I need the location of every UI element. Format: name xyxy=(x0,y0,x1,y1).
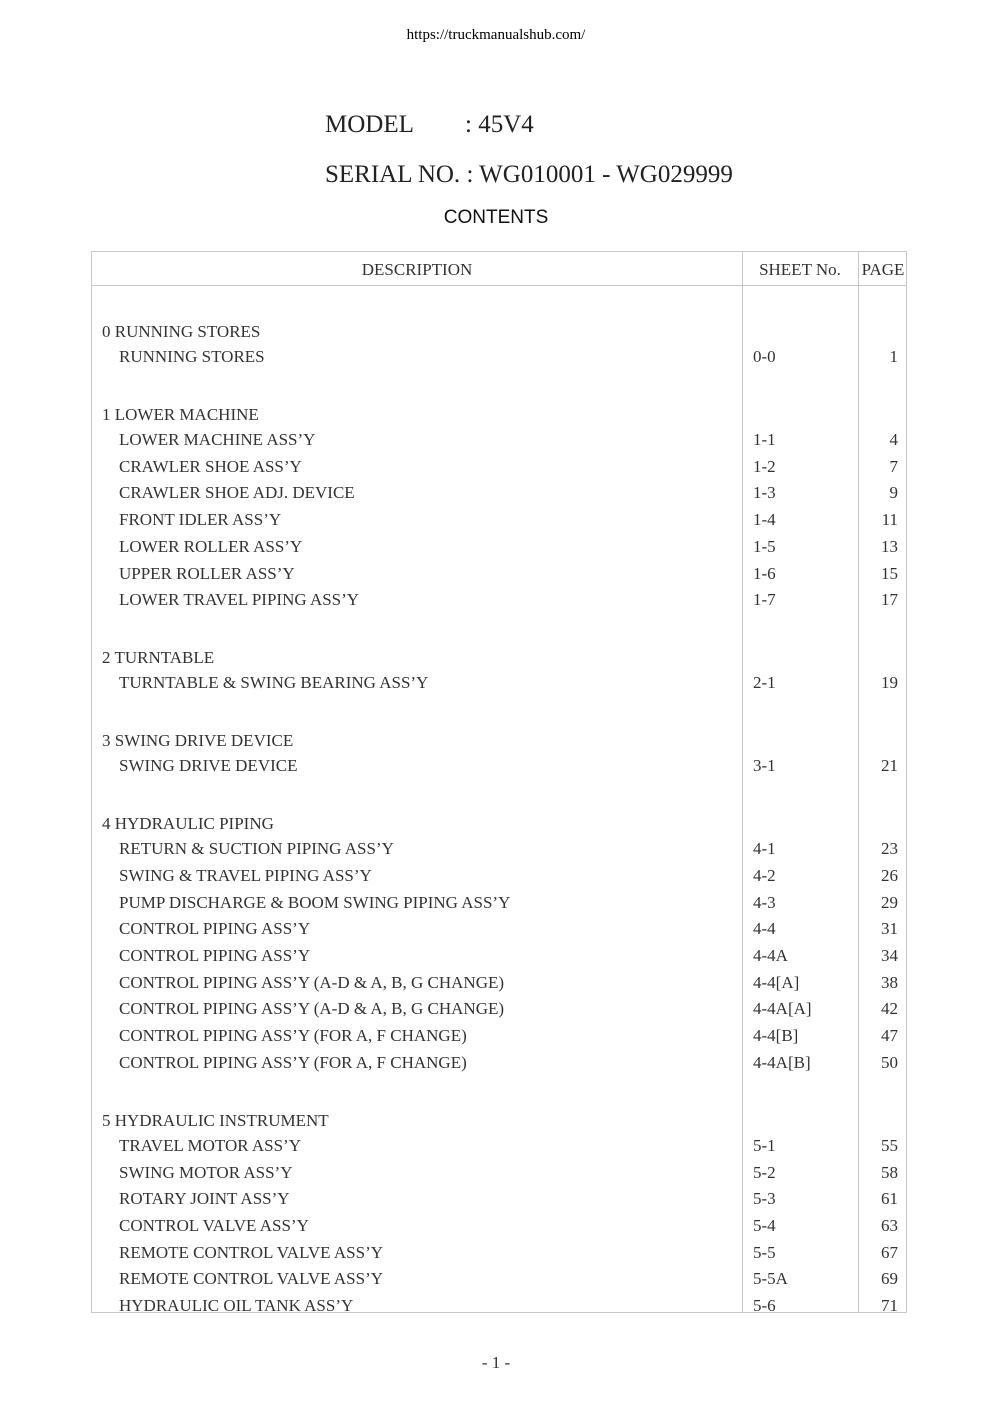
page-number-cell: 13 xyxy=(881,536,898,556)
section-heading-row xyxy=(92,728,908,754)
item-description: CONTROL VALVE ASS’Y xyxy=(119,1215,309,1235)
model-value: : 45V4 xyxy=(465,111,534,138)
sheet-number: 1-3 xyxy=(753,483,776,503)
sheet-number: 5-2 xyxy=(753,1162,776,1182)
section-title: 0 RUNNING STORES xyxy=(102,322,261,341)
page-number-cell: 69 xyxy=(881,1269,898,1289)
contents-table xyxy=(91,251,907,1313)
table-row xyxy=(92,561,908,587)
source-url: https://truckmanualshub.com/ xyxy=(406,27,586,43)
section-heading-row xyxy=(92,811,908,837)
item-description: PUMP DISCHARGE & BOOM SWING PIPING ASS’Y xyxy=(119,892,511,912)
page-number: - 1 - xyxy=(481,1353,511,1372)
model-line xyxy=(300,74,733,138)
sheet-number: 4-4A[A] xyxy=(753,999,812,1019)
page-number-cell: 50 xyxy=(881,1052,898,1072)
item-description: SWING DRIVE DEVICE xyxy=(119,756,298,776)
sheet-number: 5-5A xyxy=(753,1269,788,1289)
page-number-cell: 38 xyxy=(881,972,898,992)
table-row xyxy=(92,1266,908,1292)
table-row xyxy=(92,1213,908,1239)
page-number-cell: 63 xyxy=(881,1215,898,1235)
sheet-number: 4-4 xyxy=(753,919,776,939)
sheet-number: 1-6 xyxy=(753,563,776,583)
table-row xyxy=(92,1160,908,1186)
sheet-number: 4-4[A] xyxy=(753,972,800,992)
item-description: FRONT IDLER ASS’Y xyxy=(119,510,282,530)
section-heading-row xyxy=(92,319,908,345)
section-heading-row xyxy=(92,402,908,428)
page-number-cell: 7 xyxy=(889,456,898,476)
sheet-number: 5-5 xyxy=(753,1242,776,1262)
table-row xyxy=(92,344,908,370)
table-row xyxy=(92,534,908,560)
page-number-cell: 34 xyxy=(881,946,898,965)
item-description: HYDRAULIC OIL TANK ASS’Y xyxy=(119,1296,354,1315)
table-row xyxy=(92,1133,908,1159)
item-description: LOWER TRAVEL PIPING ASS’Y xyxy=(119,590,360,610)
item-description: TURNTABLE & SWING BEARING ASS’Y xyxy=(119,673,429,693)
sheet-number: 4-2 xyxy=(753,865,776,885)
sheet-number: 5-1 xyxy=(753,1135,776,1155)
section-heading-row xyxy=(92,645,908,671)
column-header-page: PAGE xyxy=(861,260,905,279)
item-description: TRAVEL MOTOR ASS’Y xyxy=(119,1135,301,1155)
page-number-cell: 17 xyxy=(881,590,898,610)
page-number-cell: 1 xyxy=(889,347,898,366)
page-number-cell: 61 xyxy=(881,1189,898,1209)
item-description: CRAWLER SHOE ASS’Y xyxy=(119,456,302,476)
item-description: SWING & TRAVEL PIPING ASS’Y xyxy=(119,865,372,885)
page-number-cell: 55 xyxy=(881,1135,898,1155)
model-block xyxy=(300,74,733,188)
table-row xyxy=(92,427,908,453)
table-row xyxy=(92,916,908,942)
table-row xyxy=(92,943,908,969)
section-title: 5 HYDRAULIC INSTRUMENT xyxy=(102,1110,329,1130)
sheet-number: 4-3 xyxy=(753,892,776,912)
item-description: REMOTE CONTROL VALVE ASS’Y xyxy=(119,1269,384,1289)
table-row xyxy=(92,753,908,779)
sheet-number: 4-4A[B] xyxy=(753,1052,811,1072)
sheet-number: 1-5 xyxy=(753,536,776,556)
section-title: 1 LOWER MACHINE xyxy=(102,405,259,424)
page-number-cell: 58 xyxy=(881,1162,898,1182)
table-row xyxy=(92,1186,908,1212)
sheet-number: 5-4 xyxy=(753,1215,776,1235)
serial-label: SERIAL NO. xyxy=(325,161,461,188)
table-row xyxy=(92,836,908,862)
item-description: ROTARY JOINT ASS’Y xyxy=(119,1189,290,1209)
section-title: 2 TURNTABLE xyxy=(102,648,215,668)
sheet-number: 4-4A xyxy=(753,946,788,965)
item-description: RETURN & SUCTION PIPING ASS’Y xyxy=(119,839,394,859)
page-number-cell: 29 xyxy=(881,892,898,912)
table-row xyxy=(92,670,908,696)
page-number-cell: 47 xyxy=(881,1026,898,1046)
sheet-number: 1-7 xyxy=(753,590,776,610)
page-number-cell: 26 xyxy=(881,865,898,885)
item-description: RUNNING STORES xyxy=(119,347,265,366)
item-description: SWING MOTOR ASS’Y xyxy=(119,1162,293,1182)
table-body xyxy=(92,252,908,1315)
sheet-number: 1-4 xyxy=(753,510,776,530)
item-description: LOWER ROLLER ASS’Y xyxy=(119,536,303,556)
page-number-cell: 42 xyxy=(881,999,898,1019)
page-number-cell: 23 xyxy=(881,839,898,859)
page-number-cell: 19 xyxy=(881,673,898,693)
page-number-cell: 4 xyxy=(889,430,898,449)
section-title: 4 HYDRAULIC PIPING xyxy=(102,814,274,834)
sheet-number: 5-3 xyxy=(753,1189,776,1209)
table-row xyxy=(92,1050,908,1076)
column-header-description: DESCRIPTION xyxy=(361,260,473,279)
sheet-number: 4-1 xyxy=(753,839,776,859)
page-number-cell: 21 xyxy=(881,756,898,776)
section-title: 3 SWING DRIVE DEVICE xyxy=(102,731,294,751)
item-description: CONTROL PIPING ASS’Y (A-D & A, B, G CHANGE) xyxy=(119,999,505,1019)
sheet-number: 3-1 xyxy=(753,756,776,776)
table-row xyxy=(92,1023,908,1049)
serial-value: : WG010001 - WG029999 xyxy=(466,161,733,188)
table-row xyxy=(92,1293,908,1319)
table-row xyxy=(92,454,908,480)
item-description: CONTROL PIPING ASS’Y (FOR A, F CHANGE) xyxy=(119,1026,467,1046)
contents-title: CONTENTS xyxy=(443,207,549,228)
item-description: UPPER ROLLER ASS’Y xyxy=(119,563,295,583)
sheet-number: 1-1 xyxy=(753,430,776,449)
item-description: LOWER MACHINE ASS’Y xyxy=(119,430,316,449)
table-row xyxy=(92,480,908,506)
table-row xyxy=(92,970,908,996)
sheet-number: 5-6 xyxy=(753,1296,776,1315)
item-description: CONTROL PIPING ASS’Y (A-D & A, B, G CHANGE) xyxy=(119,972,505,992)
sheet-number: 4-4[B] xyxy=(753,1026,799,1046)
table-row xyxy=(92,863,908,889)
item-description: CONTROL PIPING ASS’Y (FOR A, F CHANGE) xyxy=(119,1052,467,1072)
page-number-cell: 15 xyxy=(881,563,898,583)
sheet-number: 0-0 xyxy=(753,347,776,366)
model-label: MODEL xyxy=(325,111,414,138)
sheet-number: 1-2 xyxy=(753,456,776,476)
table-row xyxy=(92,890,908,916)
table-row xyxy=(92,587,908,613)
page-number-cell: 9 xyxy=(889,483,898,503)
table-row xyxy=(92,996,908,1022)
sheet-number: 2-1 xyxy=(753,673,776,693)
column-header-sheet-no: SHEET No. xyxy=(759,260,841,279)
page-number-cell: 31 xyxy=(881,919,898,939)
item-description: REMOTE CONTROL VALVE ASS’Y xyxy=(119,1242,384,1262)
item-description: CONTROL PIPING ASS’Y xyxy=(119,919,311,939)
page-number-cell: 67 xyxy=(881,1242,898,1262)
page-number-cell: 11 xyxy=(881,510,898,530)
section-heading-row xyxy=(92,1108,908,1134)
item-description: CONTROL PIPING ASS’Y xyxy=(119,946,311,965)
page-number-cell: 71 xyxy=(881,1296,898,1315)
table-row xyxy=(92,507,908,533)
item-description: CRAWLER SHOE ADJ. DEVICE xyxy=(119,483,355,503)
table-row xyxy=(92,1240,908,1266)
